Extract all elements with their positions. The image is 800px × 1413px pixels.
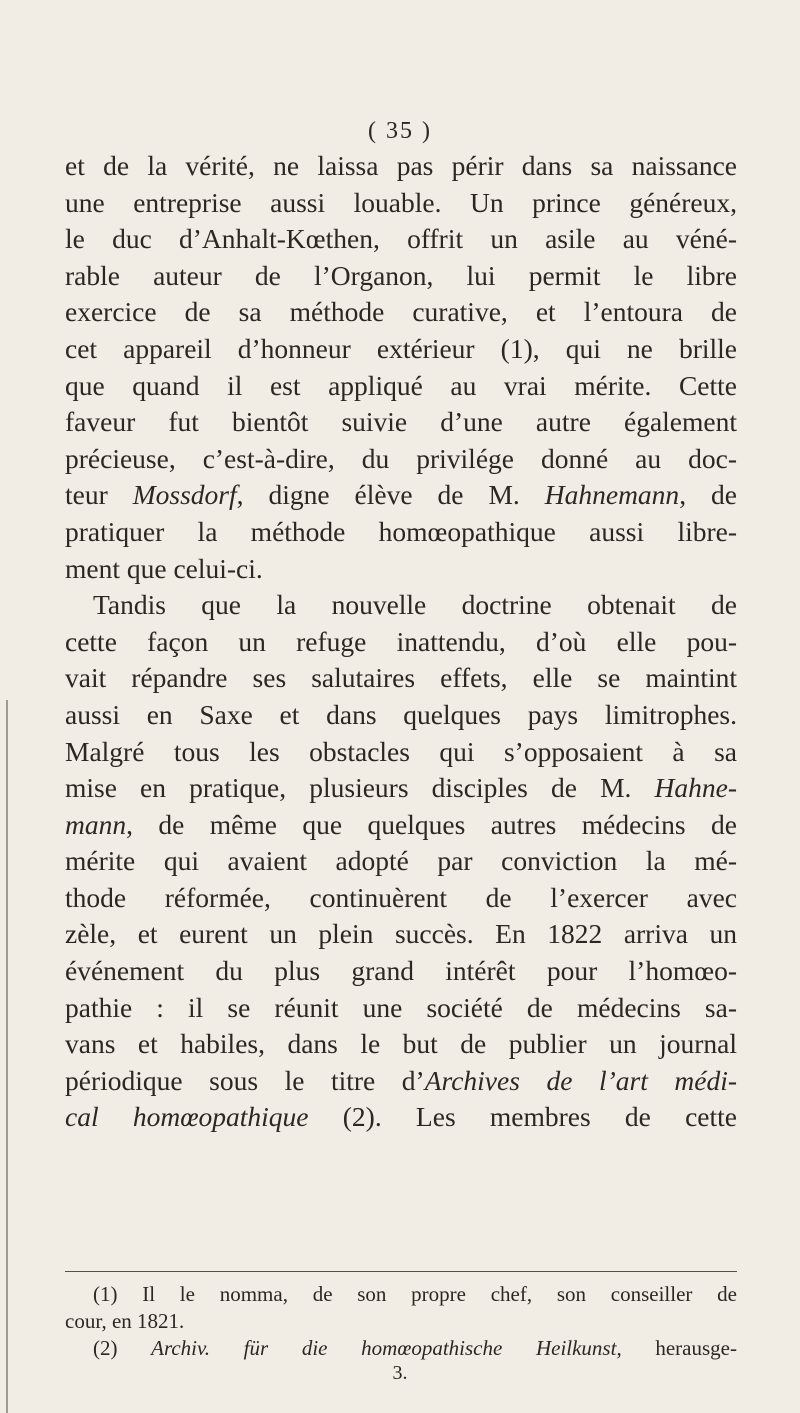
journal-title-german: Archiv. für die homœopathische Heilkunst (151, 1336, 617, 1360)
page-edge-shadow (6, 700, 8, 1413)
text-line: pratiquer la méthode homœopathique aussi libre- (65, 515, 737, 547)
text-line: rable auteur de l’Organon, lui permit le libre (65, 259, 737, 291)
main-text (65, 148, 737, 1136)
signature-mark: 3. (392, 1362, 408, 1384)
text-line: périodique sous le titre d’Archives de l’art médi- (65, 1064, 737, 1096)
text-line: Tandis que la nouvelle doctrine obtenait de (93, 589, 737, 621)
page-number: ( 35 ) (368, 118, 432, 144)
text-line: événement du plus grand intérêt pour l’homœo- (65, 955, 737, 987)
text-line: cette façon un refuge inattendu, d’où elle pou- (65, 625, 737, 657)
text-line: une entreprise aussi louable. Un prince généreux, (65, 186, 737, 218)
footnote-line: (2) Archiv. für die homœopathische Heilkunst, herausge- (93, 1336, 737, 1360)
text-line: thode réformée, continuèrent de l’exercer avec (65, 881, 737, 913)
text-line: vans et habiles, dans le but de publier un journal (65, 1028, 737, 1060)
journal-title: cal homœopathique (65, 1101, 309, 1133)
text-line: le duc d’Anhalt-Kœthen, offrit un asile au véné- (65, 223, 737, 255)
text-line: mérite qui avaient adopté par conviction la mé- (65, 845, 737, 877)
text-line: cet appareil d’honneur extérieur (1), qui ne brille (65, 332, 737, 364)
text-line: précieuse, c’est-à-dire, du privilége donné au doc- (65, 442, 737, 474)
footnotes (65, 1281, 737, 1362)
text-line: Malgré tous les obstacles qui s’opposaient à sa (65, 735, 737, 767)
person-name-mossdorf: Mossdorf (132, 479, 237, 511)
text-line: faveur fut bientôt suivie d’une autre également (65, 406, 737, 438)
text-line: aussi en Saxe et dans quelques pays limitrophes. (65, 698, 737, 730)
text-line: zèle, et eurent un plein succès. En 1822 arriva un (65, 918, 737, 950)
footnote-line: cour, en 1821. (65, 1309, 185, 1333)
text-line: mise en pratique, plusieurs disciples de M. Hahne- (65, 772, 737, 804)
text-line: teur Mossdorf, digne élève de M. Hahnemann, de (65, 479, 737, 511)
journal-title: Archives de l’art médi- (424, 1064, 737, 1096)
text-line: pathie : il se réunit une société de médecins sa- (65, 991, 737, 1023)
footnote-line: (1) Il le nomma, de son propre chef, son conseiller de (93, 1282, 737, 1306)
person-name-hahnemann: Hahnemann (544, 479, 680, 511)
person-name-hahnemann: mann (65, 808, 127, 840)
text-line: ment que celui-ci. (65, 552, 263, 584)
person-name-hahnemann: Hahne- (654, 772, 737, 804)
text-line: cal homœopathique (2). Les membres de cette (65, 1101, 737, 1133)
text-line: que quand il est appliqué au vrai mérite. Cette (65, 369, 737, 401)
text-line: exercice de sa méthode curative, et l’entoura de (65, 296, 737, 328)
text-line: mann, de même que quelques autres médecins de (65, 808, 737, 840)
text-line: vait répandre ses salutaires effets, elle se maintint (65, 662, 737, 694)
footnote-divider (65, 1271, 737, 1272)
text-line: et de la vérité, ne laissa pas périr dans sa naissance (65, 150, 737, 181)
